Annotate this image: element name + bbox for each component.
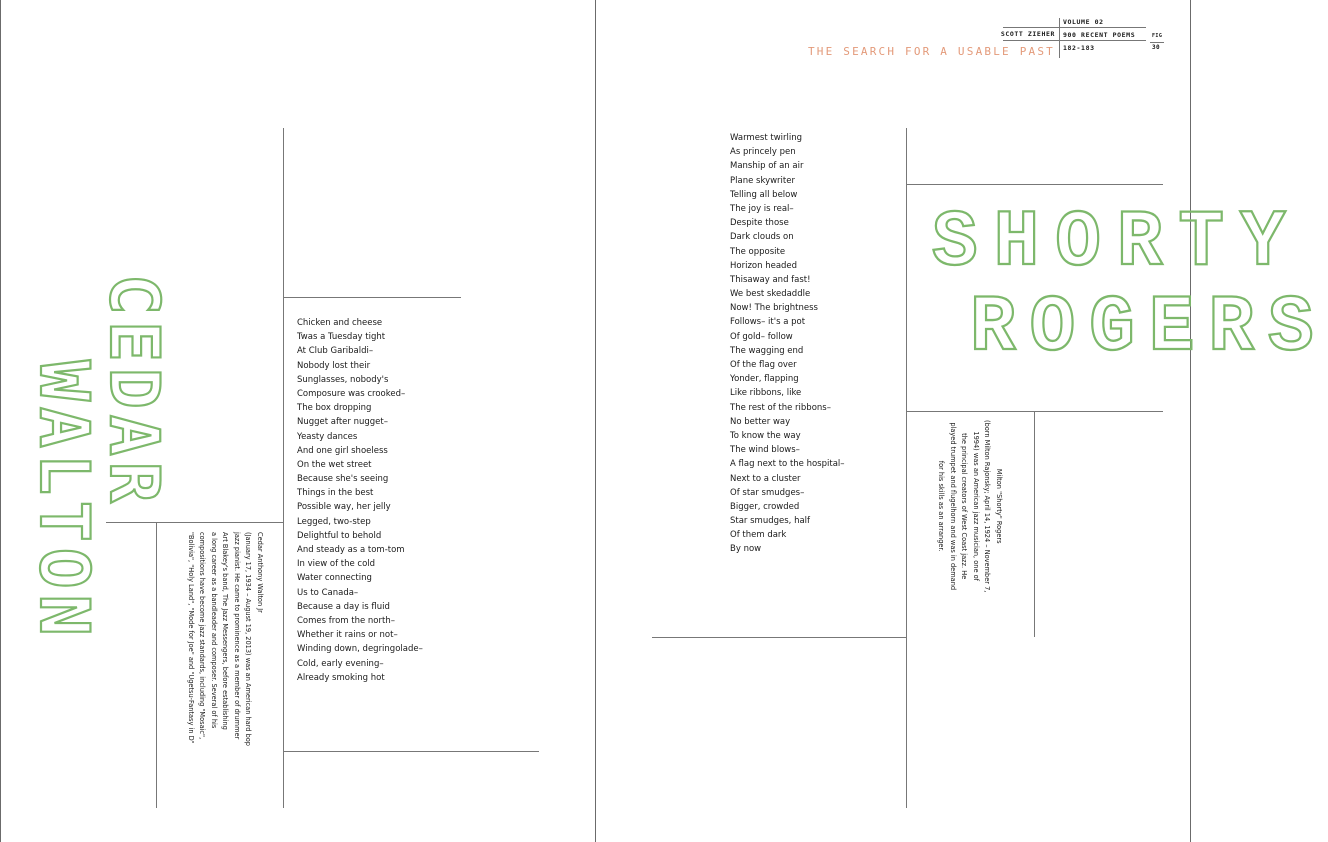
poem-line: In view of the cold xyxy=(297,559,376,570)
header-volume: VOLUME 02 xyxy=(1063,18,1104,26)
header-book: 900 RECENT POEMS xyxy=(1063,31,1136,39)
left-rule-bio-h xyxy=(106,522,283,523)
poem-line: By now xyxy=(730,544,762,555)
header-rule-mid xyxy=(1003,40,1146,41)
poem-line: The box dropping xyxy=(297,403,372,414)
poem-line: A flag next to the hospital– xyxy=(730,459,845,470)
poem-line: Water connecting xyxy=(297,573,372,584)
poem-line: Of the flag over xyxy=(730,360,797,370)
left-rule-bio-vert xyxy=(156,522,157,808)
poem-line: Cold, early evening– xyxy=(297,658,384,669)
poem-line: Twas a Tuesday tight xyxy=(297,332,386,343)
bio-line: Art Blakey's band, The Jazz Messengers, before establishing xyxy=(221,532,230,730)
shorty-bio xyxy=(935,420,1004,592)
poem-line: And steady as a tom-tom xyxy=(297,545,405,555)
poem-line: Legged, two-step xyxy=(297,516,371,527)
poem-line: Winding down, degringolade– xyxy=(297,644,423,655)
left-rule-h-bottom xyxy=(283,751,539,752)
bio-line: 1994) was an American jazz musician, one of xyxy=(972,431,980,581)
poem-left xyxy=(297,316,423,685)
header-author: SCOTT ZIEHER xyxy=(1000,30,1055,38)
header-pages: 182-183 xyxy=(1063,44,1095,52)
right-rule-poem-bottom xyxy=(652,637,906,638)
header-number: 30 xyxy=(1152,44,1161,51)
cedar-bio xyxy=(185,532,266,746)
poem-line: Next to a cluster xyxy=(730,473,801,484)
poem-line: Thisaway and fast! xyxy=(730,274,811,285)
poem-line: Plane skywriter xyxy=(730,175,795,186)
poem-line: Comes from the north– xyxy=(297,615,395,626)
poem-line: No better way xyxy=(730,416,791,427)
left-page-edge xyxy=(0,0,1,842)
poem-line: Because she's seeing xyxy=(297,474,389,485)
poem-line: We best skedaddle xyxy=(730,289,811,300)
poem-line: Possible way, her jelly xyxy=(297,502,391,513)
poem-line: Things in the best xyxy=(297,488,374,499)
left-rule-vert-top xyxy=(283,128,284,808)
bio-line: played trumpet and flugelhorn and was in demand xyxy=(949,422,957,591)
poem-line: Of them dark xyxy=(730,530,787,541)
poem-line: Despite those xyxy=(730,218,789,229)
bio-line: a long career as a bandleader and composer. Several of his xyxy=(210,532,218,729)
right-rule-vert-bio xyxy=(1034,411,1035,637)
bio-line: "Bolivia", "Holy Land", "Mode for Joe" and "Ugetsu-Fantasy in D" xyxy=(187,532,195,744)
poem-line: Us to Canada– xyxy=(297,587,359,598)
bio-line: Milton "Shorty" Rogers xyxy=(995,468,1003,544)
poem-line: On the wet street xyxy=(297,459,372,470)
poem-line: Yeasty dances xyxy=(297,431,358,442)
header-rule-vert xyxy=(1059,18,1060,58)
poem-line: And one girl shoeless xyxy=(297,445,388,456)
poem-line: Already smoking hot xyxy=(297,672,385,683)
poem-line: Dark clouds on xyxy=(730,232,794,243)
rogers-name: ROGERS xyxy=(970,283,1328,374)
poem-line: Star smudges, half xyxy=(730,516,811,527)
right-page-edge xyxy=(1190,0,1191,842)
poem-line: The wind blows– xyxy=(730,445,800,456)
bio-line: (January 17, 1934 – August 19, 2013) was an American hard bop xyxy=(244,532,253,746)
poem-line: Sunglasses, nobody's xyxy=(297,374,389,385)
poem-line: Because a day is fluid xyxy=(297,601,390,612)
poem-line: Manship of an air xyxy=(730,161,804,172)
bio-line: compositions have become jazz standards, including "Mosaic", xyxy=(198,532,207,740)
poem-line: Nobody lost their xyxy=(297,360,371,371)
poem-line: Warmest twirling xyxy=(730,133,803,143)
cedar-name: CEDAR xyxy=(94,274,173,509)
poem-line: Horizon headed xyxy=(730,260,798,271)
bio-line: (born Milton Rajonsky; April 14, 1924 – November 7, xyxy=(983,420,992,593)
poem-line: Follows– it's a pot xyxy=(730,317,806,328)
poem-line: The joy is real– xyxy=(730,203,794,214)
poem-line: Now! The brightness xyxy=(730,303,818,314)
page-title: THE SEARCH FOR A USABLE PAST xyxy=(807,45,1055,58)
poem-line: Telling all below xyxy=(730,189,798,200)
poem-line: As princely pen xyxy=(730,147,796,158)
bio-line: for his skills as an arranger. xyxy=(937,460,946,552)
walton-name: WALTON xyxy=(24,360,103,642)
poem-line: At Club Garibaldi– xyxy=(297,346,374,357)
poem-line: Yonder, flapping xyxy=(730,374,799,385)
right-rule-h-top xyxy=(906,184,1163,185)
poem-line: To know the way xyxy=(730,430,801,441)
header-rule-top xyxy=(1003,27,1146,28)
poem-line: Composure was crooked– xyxy=(297,388,406,399)
poem-line: Whether it rains or not– xyxy=(297,630,398,641)
bio-line: the principal creators of West Coast jazz. He xyxy=(960,433,969,580)
page-gutter xyxy=(595,0,596,842)
header-fig: FIG xyxy=(1152,33,1163,39)
poem-line: Nugget after nugget– xyxy=(297,417,388,428)
bio-line: Cedar Anthony Walton Jr xyxy=(256,532,264,613)
bio-line: jazz pianist. He came to prominence as a member of drummer xyxy=(233,532,241,740)
header-rule-fig xyxy=(1150,42,1164,43)
shorty-name: SHORTY xyxy=(932,198,1302,289)
poem-line: The wagging end xyxy=(730,345,804,356)
poem-line: Delightful to behold xyxy=(297,530,382,541)
right-rule-vert-main xyxy=(906,128,907,808)
left-rule-h-top xyxy=(283,297,461,298)
poem-right xyxy=(730,131,845,557)
poem-line: Bigger, crowded xyxy=(730,501,800,512)
poem-line: Of star smudges– xyxy=(730,487,805,498)
poem-line: Like ribbons, like xyxy=(730,388,802,399)
poem-line: The opposite xyxy=(730,246,786,257)
poem-line: The rest of the ribbons– xyxy=(730,402,831,413)
poem-line: Of gold– follow xyxy=(730,331,793,342)
poem-line: Chicken and cheese xyxy=(297,318,383,328)
